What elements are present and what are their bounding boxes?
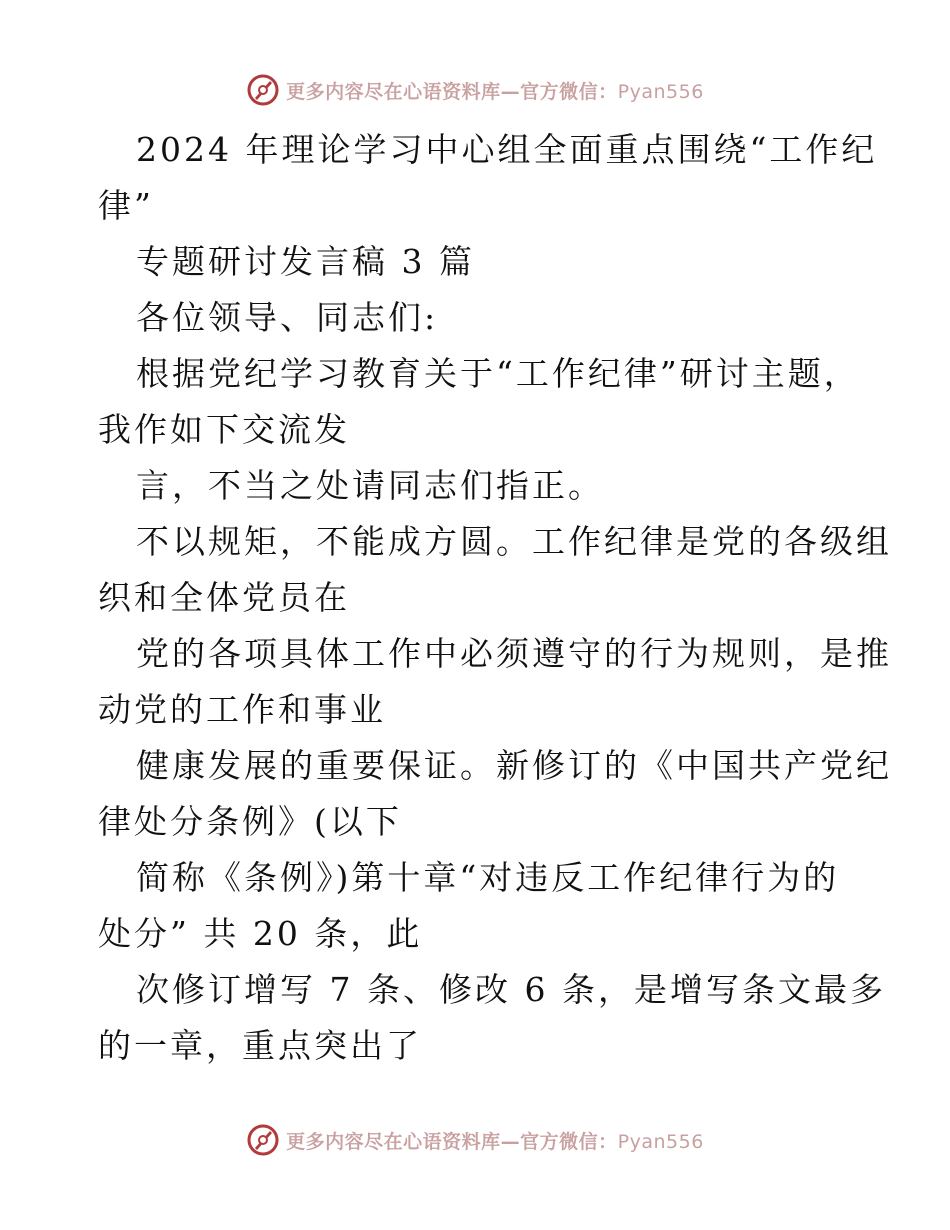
footer-watermark: [0, 1120, 950, 1160]
text-line: 处分” 共 20 条，此: [98, 914, 423, 953]
text-line: 不以规矩，不能成方圆。工作纪律是党的各级组: [136, 522, 892, 561]
text-line: 律”: [98, 186, 154, 225]
watermark-text: 更多内容尽在心语资料库—官方微信：Pyan556: [286, 80, 704, 103]
document-body: [98, 122, 892, 1074]
text-line: 各位领导、同志们:: [136, 298, 439, 337]
text-line: 的一章，重点突出了: [98, 1026, 422, 1065]
text-line: 根据党纪学习教育关于“工作纪律”研讨主题，: [136, 354, 860, 393]
text-line: 我作如下交流发: [98, 410, 350, 449]
watermark-text: 更多内容尽在心语资料库—官方微信：Pyan556: [286, 1130, 704, 1153]
text-line: 言，不当之处请同志们指正。: [136, 466, 604, 505]
quill-pen-logo-icon: [246, 1123, 280, 1157]
header-watermark: [0, 70, 950, 110]
text-line: 健康发展的重要保证。新修订的《中国共产党纪: [136, 746, 892, 785]
text-line: 动党的工作和事业: [98, 690, 386, 729]
text-line: 律处分条例》(以下: [98, 802, 402, 841]
text-line: 2024 年理论学习中心组全面重点围绕“工作纪: [136, 130, 878, 169]
text-line: 简称《条例》)第十章“对违反工作纪律行为的: [136, 858, 840, 897]
quill-pen-logo-icon: [246, 73, 280, 107]
text-line: 次修订增写 7 条、修改 6 条，是增写条文最多: [136, 970, 886, 1009]
text-line: 织和全体党员在: [98, 578, 350, 617]
text-line: 专题研讨发言稿 3 篇: [136, 242, 475, 281]
text-line: 党的各项具体工作中必须遵守的行为规则，是推: [136, 634, 892, 673]
